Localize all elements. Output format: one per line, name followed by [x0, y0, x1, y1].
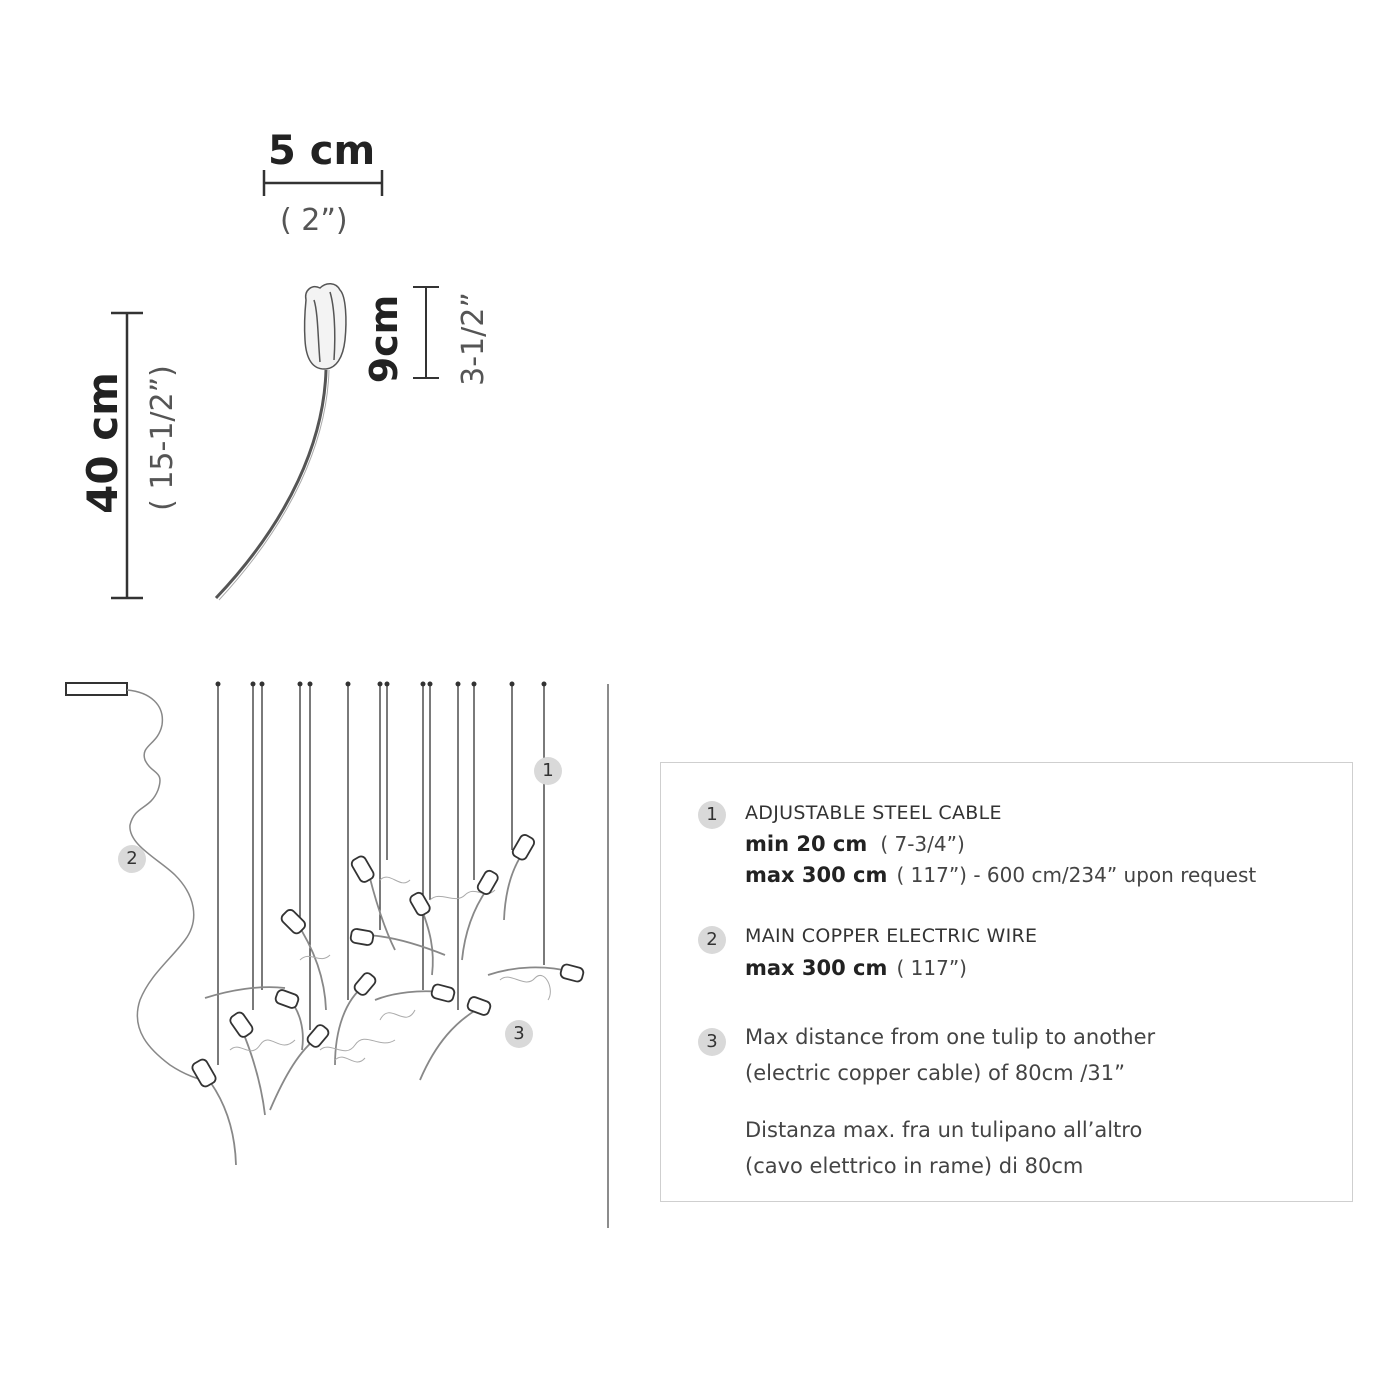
legend-2-max-imperial: ( 117”) — [896, 956, 967, 980]
legend-3-line-4: (cavo elettrico in rame) di 80cm — [745, 1154, 1084, 1178]
legend-1-max — [745, 863, 1256, 887]
legend-2-max-value: max 300 cm — [745, 956, 888, 980]
legend-1-max-value: max 300 cm — [745, 863, 888, 887]
legend-3-line-3: Distanza max. fra un tulipano all’altro — [745, 1118, 1143, 1142]
legend-3-line-2: (electric copper cable) of 80cm /31” — [745, 1061, 1125, 1085]
head-in-label: 3-1/2” — [456, 292, 491, 386]
callout-1-marker: 1 — [534, 757, 562, 785]
single-tulip-drawing — [0, 0, 700, 640]
copper-wire-curls — [230, 877, 550, 1062]
tulip-stems — [205, 850, 572, 1165]
main-copper-wire — [127, 690, 205, 1080]
ceiling-canopy — [66, 683, 127, 695]
callout-2-marker: 2 — [118, 845, 146, 873]
legend-1-min — [745, 832, 965, 856]
length-in-label: ( 15-1/2”) — [145, 365, 180, 511]
legend-1-max-imperial: ( 117”) - 600 cm/234” upon request — [896, 863, 1257, 887]
head-dimension-line — [413, 287, 439, 378]
callout-3-marker: 3 — [505, 1020, 533, 1048]
legend-1-min-imperial: ( 7-3/4”) — [880, 832, 965, 856]
legend-marker-2: 2 — [698, 926, 726, 954]
cable-anchors — [216, 682, 547, 687]
legend-marker-1: 1 — [698, 801, 726, 829]
installation-drawing — [0, 660, 640, 1240]
legend-1-title: ADJUSTABLE STEEL CABLE — [745, 802, 1002, 824]
tulip-head — [305, 284, 346, 369]
length-cm-label: 40 cm — [78, 372, 127, 514]
legend-marker-3: 3 — [698, 1028, 726, 1056]
legend-2-title: MAIN COPPER ELECTRIC WIRE — [745, 925, 1038, 947]
width-cm-label: 5 cm — [268, 128, 376, 174]
legend-1-min-value: min 20 cm — [745, 832, 868, 856]
legend-2-max — [745, 956, 967, 980]
width-in-label: ( 2”) — [280, 203, 348, 238]
tulip-stem — [216, 370, 326, 598]
legend-3-line-1: Max distance from one tulip to another — [745, 1025, 1156, 1049]
head-cm-label: 9cm — [362, 294, 406, 384]
